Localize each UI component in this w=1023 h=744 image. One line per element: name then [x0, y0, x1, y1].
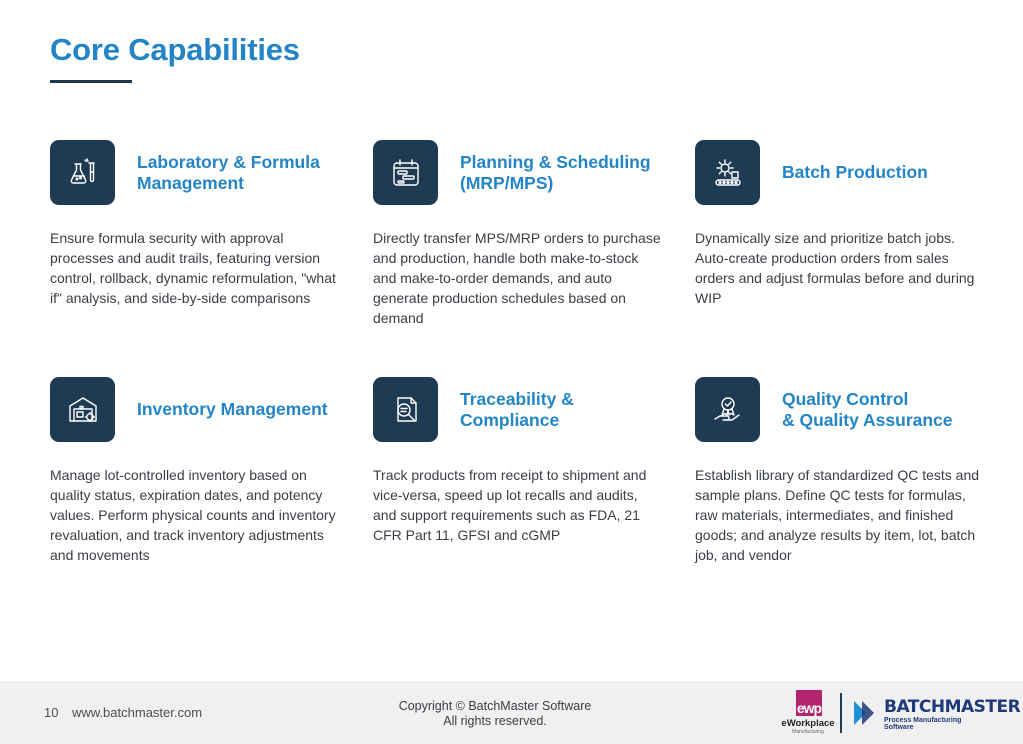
title-underline	[50, 80, 132, 83]
calendar-schedule-icon	[373, 140, 438, 205]
capability-card-traceability	[373, 377, 673, 543]
batchmaster-logo-name: BATCHMASTER	[884, 697, 1021, 717]
batchmaster-logo-tagline: Process Manufacturing Software	[884, 717, 962, 731]
card-title: Batch Production	[782, 162, 928, 182]
ewp-logo-mark: ewp	[796, 690, 822, 716]
card-description: Directly transfer MPS/MRP orders to purchase and production, handle both make-to-stock and make-to-order demands, and auto generate production schedules based on demand	[373, 230, 661, 326]
capability-card-planning	[373, 140, 673, 326]
card-title: Quality Control & Quality Assurance	[782, 388, 953, 430]
copyright-text	[360, 699, 630, 729]
card-description: Manage lot-controlled inventory based on quality status, expiration dates, and potency values. Perform physical counts and inventory revaluation, and track inventory adjustments and movements	[50, 467, 336, 563]
conveyor-gear-icon	[695, 140, 760, 205]
page-number: 10	[44, 705, 59, 720]
card-title: Inventory Management	[137, 399, 328, 419]
eworkplace-logo	[780, 690, 836, 738]
capability-card-laboratory	[50, 140, 350, 306]
card-description: Dynamically size and prioritize batch jobs. Auto-create production orders from sales orders and adjust formulas before and during WIP	[695, 230, 975, 306]
batchmaster-logo	[852, 695, 1021, 731]
footer	[0, 681, 1023, 744]
lab-flask-icon	[50, 140, 115, 205]
card-description: Establish library of standardized QC tests and sample plans. Define QC tests for formulas, raw materials, intermediates, and finished goods; and analyze results by item, lot, batch job, and vendor	[695, 467, 980, 563]
card-title: Planning & Scheduling (MRP/MPS)	[460, 151, 651, 193]
document-magnifier-icon	[373, 377, 438, 442]
card-title: Traceability & Compliance	[460, 388, 574, 430]
website-link[interactable]: www.batchmaster.com	[72, 705, 203, 720]
copyright-line-1: Copyright © BatchMaster Software	[398, 699, 592, 713]
card-description: Track products from receipt to shipment and vice-versa, speed up lot recalls and audits, and support requirements such as FDA, 21 CFR Part 11, GFSI and cGMP	[373, 467, 647, 543]
quality-award-hand-icon	[695, 377, 760, 442]
ewp-logo-name: eWorkplace	[781, 718, 835, 729]
page-title: Core Capabilities	[50, 32, 300, 67]
capability-card-quality	[695, 377, 995, 563]
capability-card-inventory	[50, 377, 350, 563]
card-description: Ensure formula security with approval processes and audit trails, featuring version control, rollback, dynamic reformulation, "what if" analysis, and side-by-side comparisons	[50, 230, 336, 306]
capability-card-batch	[695, 140, 995, 306]
warehouse-icon	[50, 377, 115, 442]
copyright-line-2: All rights reserved.	[443, 714, 547, 728]
logo-divider	[840, 693, 842, 733]
card-title: Laboratory & Formula Management	[137, 151, 320, 193]
ewp-logo-sub: Manufacturing	[792, 729, 824, 735]
batchmaster-swoosh-icon	[852, 697, 882, 729]
